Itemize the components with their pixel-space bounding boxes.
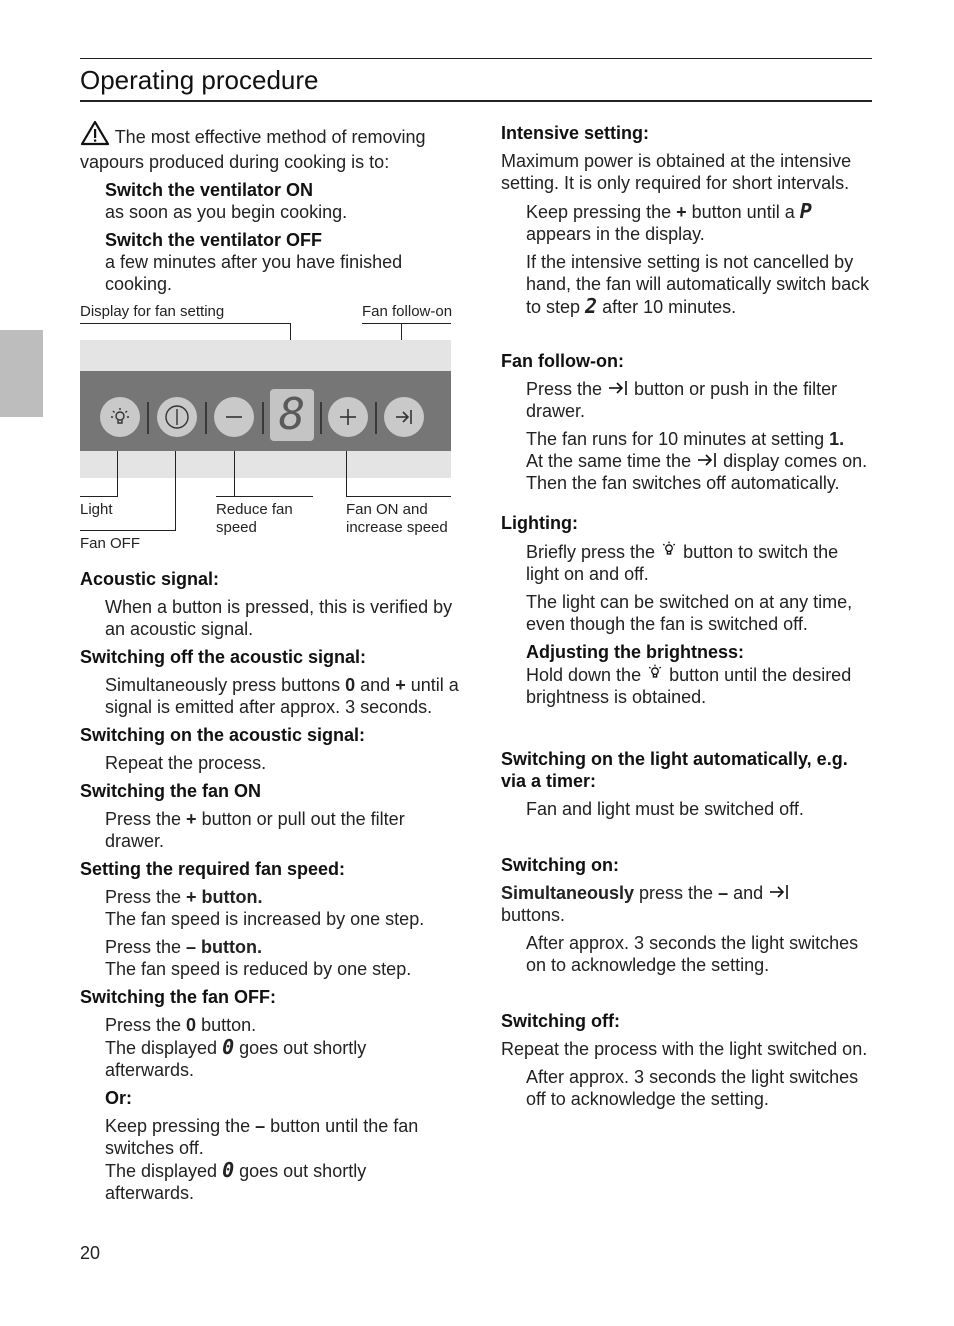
intensive-text: Maximum power is obtained at the intensive setting. It is only required for short intervals.: [501, 151, 852, 193]
text: Simultaneously press buttons: [105, 675, 346, 695]
switch-off-acoustic-heading: Switching off the acoustic signal:: [80, 647, 367, 667]
top-rule: [80, 58, 872, 59]
display-digit: 8: [278, 389, 306, 440]
auto-light-heading: Switching on the light automatically, e.g. via a timer:: [501, 749, 848, 791]
text: At the same time the: [526, 451, 697, 471]
power-icon: [163, 403, 191, 431]
intro-text: The most effective method of removing vapours produced during cooking is to:: [80, 127, 426, 172]
fan-off-heading: Switching the fan OFF:: [80, 987, 276, 1007]
page-title: Operating procedure: [80, 65, 319, 95]
segment-digit: 0: [222, 1035, 235, 1059]
label-reduce-fan-speed: Reduce fan speed: [216, 501, 293, 536]
text: Hold down the: [526, 665, 647, 685]
text: Briefly press the: [526, 542, 661, 562]
arrow-to-bar-icon: [768, 884, 790, 900]
text: button until a: [686, 202, 800, 222]
text: button or pull out the filter drawer.: [105, 809, 405, 851]
separator: [375, 402, 377, 434]
switch-on-acoustic-heading: Switching on the acoustic signal:: [80, 725, 366, 745]
text: buttons.: [501, 905, 566, 925]
text: after 10 minutes.: [597, 297, 737, 317]
switching-on-text: [501, 882, 873, 926]
text: goes out shortly afterwards.: [105, 1038, 367, 1080]
right-column: [501, 122, 873, 1110]
label-fan-on-increase: Fan ON and increase speed: [346, 501, 448, 536]
text: button until the fan switches off.: [105, 1116, 419, 1158]
text: button until the desired brightness is obtained.: [526, 665, 852, 707]
intensive-heading: Intensive setting:: [501, 123, 650, 143]
leader-line: [80, 323, 291, 324]
light-button[interactable]: [100, 397, 140, 437]
leader-line: [117, 451, 118, 497]
intro-block: [80, 120, 460, 295]
text: Keep pressing the: [105, 1116, 256, 1136]
text: Press the: [526, 379, 608, 399]
brightness-heading: Adjusting the brightness:: [526, 642, 744, 662]
light-bulb-icon: [646, 663, 664, 681]
reduce-speed-button[interactable]: [214, 397, 254, 437]
text-bold: + button.: [186, 887, 263, 907]
text: Then the fan switches off automatically.: [526, 473, 840, 493]
or-label: Or:: [105, 1088, 132, 1108]
fan-on-heading: Switching the fan ON: [80, 781, 262, 801]
text: and: [728, 883, 769, 903]
leader-line: [80, 496, 118, 497]
switch-on-heading: Switch the ventilator ON: [105, 180, 314, 200]
intensive-keep-text: [501, 200, 873, 245]
leader-line: [216, 496, 313, 497]
intro-paragraph: [80, 120, 460, 173]
left-column-lower: [80, 568, 460, 1204]
leader-line: [346, 451, 347, 497]
text: Press the: [105, 809, 187, 829]
acoustic-text: When a button is pressed, this is verified by an acoustic signal.: [105, 597, 453, 639]
label-fan-follow-on: Fan follow-on: [362, 303, 453, 320]
label-display-fan-setting: Display for fan setting: [80, 303, 225, 320]
leader-line: [346, 496, 451, 497]
text-bold: +: [186, 809, 197, 829]
text: Keep pressing the: [526, 202, 677, 222]
text-bold: – button.: [186, 937, 263, 957]
title-rule: [80, 100, 872, 102]
fan-speed-heading: Setting the required fan speed:: [80, 859, 346, 879]
increase-speed-button[interactable]: [328, 397, 368, 437]
switch-off-text: a few minutes after you have finished cooking.: [105, 252, 403, 294]
text-bold: Simultaneously: [501, 883, 635, 903]
leader-line: [80, 530, 176, 531]
text: The displayed: [105, 1038, 223, 1058]
fan-on-text: [80, 808, 460, 852]
fan-off-button[interactable]: [157, 397, 197, 437]
acoustic-heading: Acoustic signal:: [80, 569, 220, 589]
switch-on-text: as soon as you begin cooking.: [105, 202, 348, 222]
fan-speed-reduce-text: [80, 936, 460, 980]
leader-line: [362, 323, 451, 324]
switching-on-after-text: After approx. 3 seconds the light switches on to acknowledge the setting.: [526, 933, 859, 975]
leader-line: [175, 451, 176, 531]
text-bold: –: [255, 1116, 266, 1136]
switching-off-heading: Switching off:: [501, 1011, 620, 1031]
segment-digit: 0: [222, 1158, 235, 1182]
text: The fan runs for 10 minutes at setting: [526, 429, 830, 449]
text: until a signal is emitted after approx. 3 seconds.: [105, 675, 459, 717]
brightness-block: [501, 641, 873, 708]
switch-off-acoustic-text: [80, 674, 460, 718]
switching-off-after-text: After approx. 3 seconds the light switches off to acknowledge the setting.: [526, 1067, 859, 1109]
text-bold: 1.: [829, 429, 845, 449]
text: button to switch the light on and off.: [526, 542, 839, 584]
switch-on-acoustic-text: Repeat the process.: [105, 753, 267, 773]
light-bulb-icon: [109, 406, 131, 428]
separator: [205, 402, 207, 434]
label-fan-off: Fan OFF: [80, 535, 141, 552]
separator: [262, 402, 264, 434]
segment-digit: P: [799, 199, 812, 223]
minus-icon: [223, 406, 245, 428]
arrow-to-bar-icon: [696, 452, 718, 468]
text: button or push in the filter drawer.: [526, 379, 838, 421]
lighting-anytime-text: The light can be switched on at any time, even though the fan is switched off.: [526, 592, 853, 634]
text: appears in the display.: [526, 224, 705, 244]
follow-on-runs-text: [501, 428, 873, 494]
fan-speed-increase-text: [80, 886, 460, 930]
text-bold: –: [718, 883, 729, 903]
light-bulb-icon: [660, 540, 678, 558]
plus-icon: [337, 406, 359, 428]
follow-on-heading: Fan follow-on:: [501, 351, 624, 371]
text: The displayed: [105, 1161, 223, 1181]
lighting-heading: Lighting:: [501, 513, 578, 533]
lighting-press-text: [501, 540, 873, 585]
text-bold: 0: [345, 675, 356, 695]
fan-setting-display: [270, 389, 314, 441]
text: and: [355, 675, 396, 695]
page-number: 20: [80, 1243, 101, 1263]
text-bold: +: [676, 202, 687, 222]
intensive-cancel-text: [501, 251, 873, 318]
separator: [320, 402, 322, 434]
text: goes out shortly afterwards.: [105, 1161, 367, 1203]
brightness-text: [526, 663, 873, 708]
text: The fan speed is reduced by one step.: [105, 959, 412, 979]
segment-digit: 2: [585, 294, 598, 318]
arrow-to-bar-icon: [393, 406, 415, 428]
text: press the: [634, 883, 719, 903]
switch-off-heading: Switch the ventilator OFF: [105, 230, 323, 250]
text: button.: [196, 1015, 257, 1035]
text: Press the: [105, 887, 187, 907]
text-bold: 0: [186, 1015, 197, 1035]
text-bold: +: [395, 675, 406, 695]
side-tab: [0, 330, 43, 417]
text: If the intensive setting is not cancelled by hand, the fan will automatically switch back to step: [526, 252, 870, 317]
text: Press the: [105, 1015, 187, 1035]
switching-on-heading: Switching on:: [501, 855, 619, 875]
keep-pressing-text: [80, 1115, 460, 1204]
fan-off-text: [80, 1014, 460, 1081]
arrow-to-bar-icon: [607, 380, 629, 396]
auto-light-text: Fan and light must be switched off.: [526, 799, 804, 819]
warning-triangle-icon: [80, 120, 110, 151]
fan-follow-on-button[interactable]: [384, 397, 424, 437]
text: display comes on.: [718, 451, 868, 471]
text: Press the: [105, 937, 187, 957]
separator: [147, 402, 149, 434]
label-light: Light: [80, 501, 113, 518]
text: The fan speed is increased by one step.: [105, 909, 425, 929]
leader-line: [234, 451, 235, 497]
follow-on-press-text: [501, 378, 873, 422]
switching-off-text: Repeat the process with the light switched on.: [501, 1039, 868, 1059]
